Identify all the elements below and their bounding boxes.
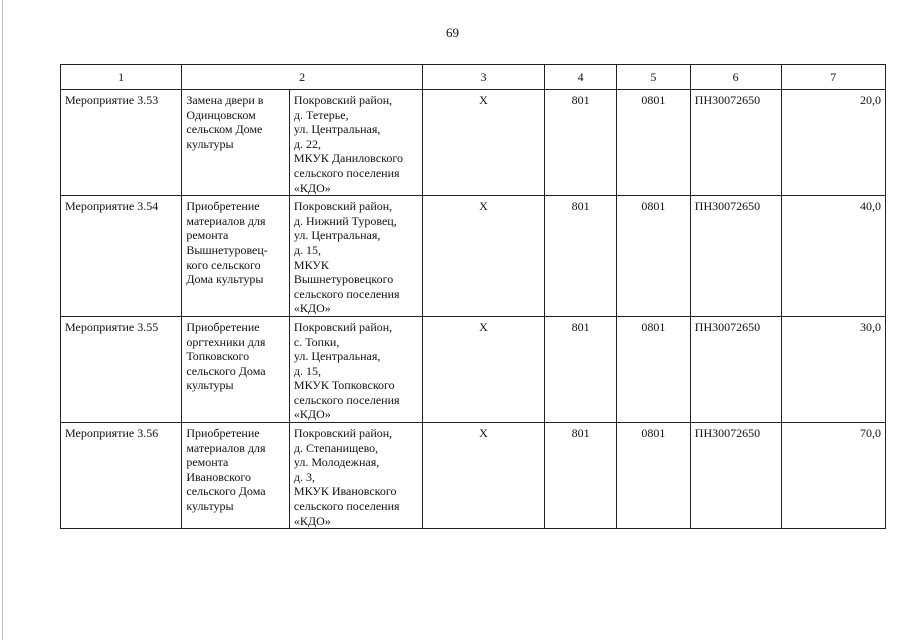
measure-address-line: ул. Центральная, (293, 349, 381, 364)
measure-description-line: Замена двери в (186, 93, 264, 107)
measure-description-line: Вышнетуровец- (186, 242, 268, 257)
measure-address-line: д. 3, (293, 469, 316, 484)
col3-value: Х (422, 423, 544, 529)
measure-address-line: «КДО» (293, 407, 331, 422)
measure-address-line: сельского поселения (293, 499, 400, 514)
measure-description (182, 316, 290, 422)
measure-description-line: сельском Доме (186, 122, 263, 137)
measure-address (289, 90, 422, 196)
measure-description-line: ремонта (186, 228, 229, 243)
measures-table (60, 64, 886, 529)
measure-description-line: оргтехники для (186, 334, 266, 349)
measure-description-line: материалов для (186, 440, 266, 455)
table-row (61, 316, 886, 422)
col5-value: 0801 (616, 90, 690, 196)
measure-description-line: кого сельского (186, 257, 261, 272)
measure-address-line: д. 15, (293, 363, 322, 378)
header-col-5: 5 (616, 65, 690, 90)
col4-value: 801 (545, 196, 617, 317)
col3-value: Х (422, 316, 544, 422)
measure-address-line: сельского поселения (293, 392, 400, 407)
measure-description (182, 196, 290, 317)
header-col-2: 2 (182, 65, 423, 90)
header-col-1: 1 (61, 65, 182, 90)
measure-address-line: Покровский район, (293, 93, 393, 107)
measure-description-line: ремонта (186, 455, 229, 470)
measure-address-line: «КДО» (293, 301, 331, 316)
table-header-row (61, 65, 886, 90)
measure-description-line: Дома культуры (186, 272, 264, 287)
table-row (61, 423, 886, 529)
measure-description (182, 423, 290, 529)
measure-code: Мероприятие 3.53 (61, 90, 182, 196)
col7-value: 20,0 (781, 90, 886, 196)
measure-address-line: МКУК Топковского (293, 378, 395, 393)
measure-description-line: культуры (186, 499, 234, 514)
measure-description-line: Одинцовском (186, 107, 256, 122)
col6-value: ПН30072650 (690, 316, 781, 422)
col3-value: Х (422, 196, 544, 317)
measure-address (289, 196, 422, 317)
measure-address-line: Покровский район, (293, 426, 393, 441)
measure-description-line: сельского Дома (186, 363, 266, 378)
table-row (61, 90, 886, 196)
col5-value: 0801 (616, 423, 690, 529)
measure-description-line: Приобретение (186, 319, 260, 334)
measure-description-line: культуры (186, 378, 234, 393)
measure-description-line: Топковского (186, 349, 250, 364)
measure-address-line: д. 15, (293, 242, 322, 257)
col6-value: ПН30072650 (690, 90, 781, 196)
col4-value: 801 (545, 316, 617, 422)
measure-address-line: МКУК (293, 257, 329, 272)
measure-address-line: с. Топки, (293, 334, 340, 349)
col7-value: 70,0 (781, 423, 886, 529)
col3-value: Х (422, 90, 544, 196)
measure-address-line: д. Тетерье, (293, 107, 349, 122)
measure-address-line: Покровский район, (293, 199, 393, 214)
col5-value: 0801 (616, 196, 690, 317)
measure-description-line: Ивановского (186, 469, 251, 484)
measure-address-line: «КДО» (293, 513, 331, 528)
measure-address-line: сельского поселения (293, 286, 400, 301)
measure-description-line: материалов для (186, 213, 266, 228)
measure-description (182, 90, 290, 196)
measure-description-line: Приобретение (186, 199, 260, 214)
measure-description-line: культуры (186, 136, 234, 151)
measure-address-line: ул. Центральная, (293, 228, 381, 243)
header-col-7: 7 (781, 65, 886, 90)
col4-value: 801 (545, 423, 617, 529)
page-number: 69 (446, 25, 459, 40)
measure-code: Мероприятие 3.56 (61, 423, 182, 529)
col7-value: 30,0 (781, 316, 886, 422)
measure-code: Мероприятие 3.54 (61, 196, 182, 317)
measure-address-line: «КДО» (293, 180, 331, 195)
header-col-3: 3 (422, 65, 544, 90)
measure-address-line: Покровский район, (293, 319, 393, 334)
measure-address-line: сельского поселения (293, 165, 400, 180)
measure-address-line: Вышнетуровецкого (293, 272, 394, 287)
measure-address (289, 316, 422, 422)
measure-address-line: ул. Молодежная, (293, 455, 380, 470)
col6-value: ПН30072650 (690, 423, 781, 529)
measure-address-line: д. Нижний Туровец, (293, 213, 397, 228)
header-col-4: 4 (545, 65, 617, 90)
scan-edge-line (2, 0, 3, 640)
col6-value: ПН30072650 (690, 196, 781, 317)
col5-value: 0801 (616, 316, 690, 422)
measure-address (289, 423, 422, 529)
table-row (61, 196, 886, 317)
measure-code: Мероприятие 3.55 (61, 316, 182, 422)
measure-address-line: МКУК Ивановского (293, 484, 397, 499)
measure-description-line: сельского Дома (186, 484, 266, 499)
measure-address-line: д. Степанищево, (293, 440, 379, 455)
header-col-6: 6 (690, 65, 781, 90)
measure-description-line: Приобретение (186, 426, 260, 441)
col4-value: 801 (545, 90, 617, 196)
measure-address-line: ул. Центральная, (293, 122, 381, 137)
col7-value: 40,0 (781, 196, 886, 317)
measure-address-line: д. 22, (293, 136, 322, 151)
measure-address-line: МКУК Даниловского (293, 151, 403, 166)
